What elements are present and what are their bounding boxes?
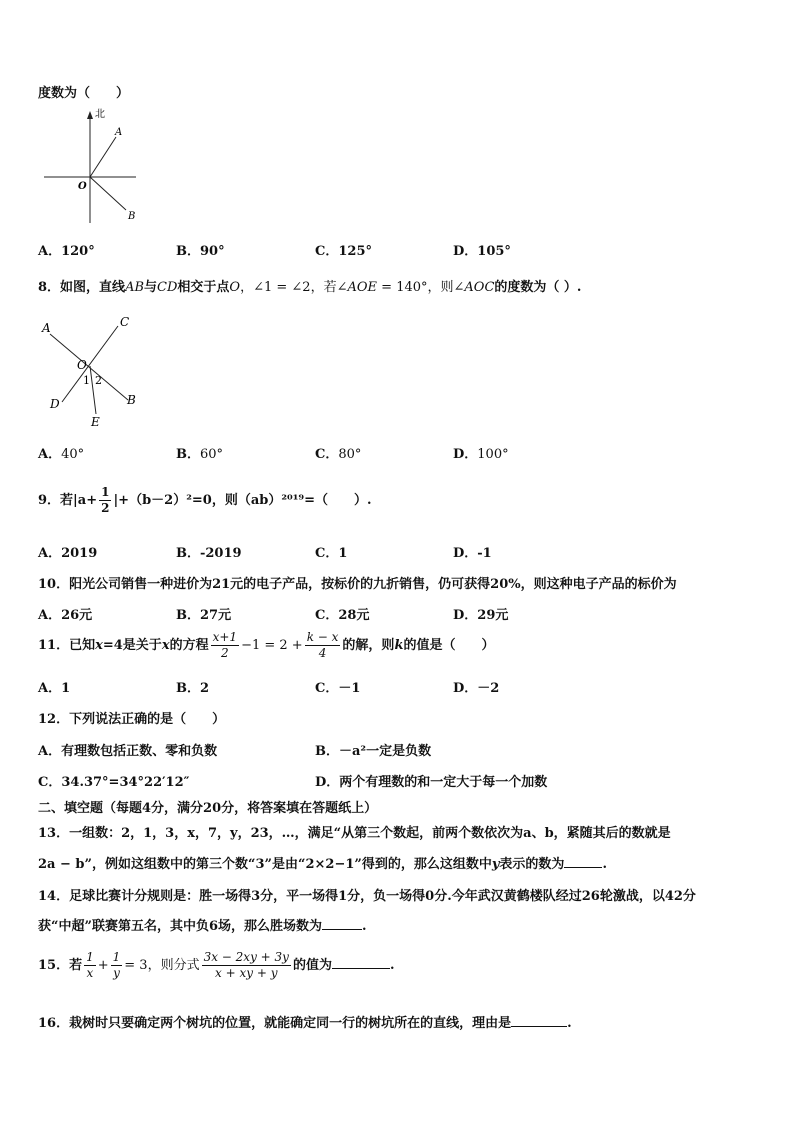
q15-fraction-2: $\frac{1}{y}$: [112, 950, 121, 980]
q7-north-arrow-icon: [87, 111, 93, 119]
q11-option-c: C．－1: [315, 681, 361, 696]
q8-label-o: O: [77, 358, 87, 372]
q7-label-b: B: [128, 211, 136, 222]
q10-option-c: C．28元: [315, 608, 370, 623]
q14-line-1: 14．足球比赛计分规则是：胜一场得3分，平一场得1分，负一场得0分.今年武汉黄鹤楼队经过26轮激战，以42分: [38, 889, 696, 904]
q10-stem: 10．阳光公司销售一种进价为21元的电子产品，按标价的九折销售，仍可获得20%，则这种电子产品的标价为: [38, 577, 677, 592]
q7-ray-oa: [90, 137, 116, 177]
q9-option-a: A．2019: [38, 546, 98, 561]
q11-fraction-1: $\frac{x+1}{2}$: [212, 630, 238, 660]
q8-label-2: 2: [95, 374, 102, 387]
q9-fraction: $\frac{1}{2}$: [101, 485, 110, 515]
q8-stem: 8．如图，直线AB与CD相交于点O，∠1 = ∠2，若∠AOE = 140°，则∠AOC的度数为（ ）.: [38, 280, 582, 295]
q12-option-a: A．有理数包括正数、零和负数: [38, 744, 218, 759]
q11-option-b: B．2: [176, 681, 210, 696]
q9-stem: 9．若|a+ $\frac{1}{2}$ |+（b－2）²=0，则（ab）²⁰¹⁹=（ ）.: [38, 485, 372, 515]
q15-answer-blank[interactable]: [332, 956, 390, 969]
q7-figure: [38, 105, 148, 227]
q12-option-d: D．两个有理数的和一定大于每一个加数: [315, 775, 548, 790]
q12-option-c: C．34.37°=34°22′12″: [38, 775, 190, 790]
q8-label-b: B: [127, 393, 136, 407]
q9-option-b: B．-2019: [176, 546, 242, 561]
q7-label-a: A: [115, 127, 123, 138]
q16-stem: 16．栽树时只要确定两个树坑的位置，就能确定同一行的树坑所在的直线，理由是 .: [38, 1016, 572, 1031]
q11-stem: 11．已知x=4是关于x的方程 $\frac{x+1}{2}$ −1 = 2 + $\frac{k - x}{4}$ 的解，则k的值是（ ）: [38, 630, 495, 660]
q15-fraction-3: $\frac{3x - 2xy + 3y}{x + xy + y}$: [203, 950, 289, 980]
q10-option-a: A．26元: [38, 608, 93, 623]
q8-option-b: B．60°: [176, 447, 224, 462]
q11-option-d: D．－2: [453, 681, 500, 696]
q7-label-north: 北: [95, 109, 105, 120]
q16-answer-blank[interactable]: [511, 1014, 567, 1027]
q13-line-2: 2a − b”，例如这组数中的第三个数“3”是由“2×2−1”得到的，那么这组数中y表示的数为 .: [38, 857, 607, 872]
q8-option-c: C．80°: [315, 447, 362, 462]
q8-line-cd: [62, 326, 118, 402]
q8-figure: [38, 312, 148, 430]
q9-option-d: D．-1: [453, 546, 492, 561]
q7-option-a: A．120°: [38, 244, 95, 259]
q8-label-c: C: [120, 315, 130, 329]
q11-fraction-2: $\frac{k - x}{4}$: [306, 630, 339, 660]
q8-label-1: 1: [83, 374, 90, 387]
q7-label-o: O: [78, 181, 87, 192]
q15-stem: 15．若 $\frac{1}{x}$ + $\frac{1}{y}$ = 3，则分式 $\frac{3x - 2xy + 3y}{x + xy + y}$ 的值为 .: [38, 950, 395, 980]
q13-answer-blank[interactable]: [564, 855, 602, 868]
q10-option-b: B．27元: [176, 608, 232, 623]
q7-option-d: D．105°: [453, 244, 511, 259]
q7-option-c: C．125°: [315, 244, 372, 259]
q12-option-b: B．－a²一定是负数: [315, 744, 432, 759]
q8-label-a: A: [42, 321, 51, 335]
q14-line-2: 获“中超”联赛第五名，其中负6场，那么胜场数为 .: [38, 919, 367, 934]
section-heading-fill-in: 二、填空题（每题4分，满分20分，将答案填在答题纸上）: [38, 801, 378, 816]
q12-stem: 12．下列说法正确的是（ ）: [38, 712, 226, 727]
q8-line-ab: [50, 334, 128, 400]
q10-option-d: D．29元: [453, 608, 509, 623]
q7-ray-ob: [90, 177, 126, 210]
q8-label-d: D: [50, 397, 60, 411]
q15-fraction-1: $\frac{1}{x}$: [86, 950, 94, 980]
q11-option-a: A．1: [38, 681, 71, 696]
q14-answer-blank[interactable]: [322, 917, 362, 930]
q7-option-b: B．90°: [176, 244, 225, 259]
q13-line-1: 13．一组数：2，1，3，x，7，y，23，…，满足“从第三个数起，前两个数依次为a、b，紧随其后的数就是: [38, 826, 671, 841]
q8-option-d: D．100°: [453, 447, 509, 462]
q8-number: 8．: [38, 280, 61, 295]
q9-option-c: C．1: [315, 546, 348, 561]
q8-option-a: A．40°: [38, 447, 85, 462]
q8-label-e: E: [91, 415, 100, 429]
q7-stem-tail: 度数为（ ）: [38, 86, 130, 101]
